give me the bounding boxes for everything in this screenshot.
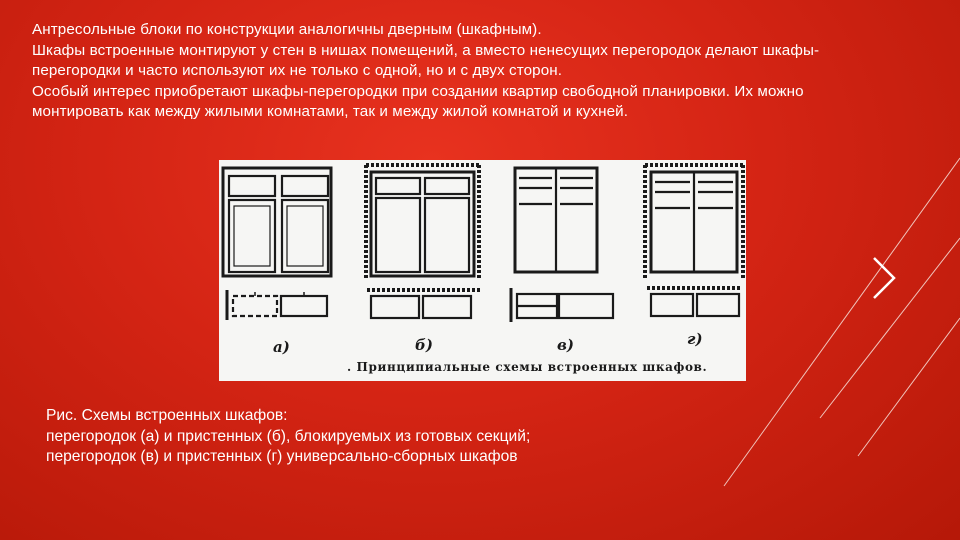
- decorative-line: [820, 238, 960, 418]
- body-paragraph: Антресольные блоки по конструкции аналогичны дверным (шкафным).: [32, 21, 542, 38]
- figure-title: . Принципиальные схемы встроенных шкафов.: [347, 360, 708, 374]
- scheme-label-b: б): [415, 336, 433, 354]
- scheme-a-plan: [227, 290, 327, 320]
- body-paragraph: Особый интерес приобретают шкафы-перегородки при создании квартир свободной планировки. Их можно монтировать как между жилыми комнатами, так и между жилой комнатой и кухней.: [32, 82, 804, 120]
- figure-caption: [46, 406, 746, 468]
- scheme-v-elevation: [515, 168, 597, 272]
- caption-line: перегородок (а) и пристенных (б), блокируемых из готовых секций;: [46, 427, 531, 445]
- scheme-b-elevation: [366, 165, 479, 280]
- cabinet-schemes-figure: [219, 160, 746, 381]
- scheme-a-elevation: [223, 168, 331, 276]
- decorative-line: [724, 158, 960, 486]
- scheme-b-plan: [367, 290, 481, 318]
- cabinet-schemes-drawing: [219, 160, 746, 381]
- chevron-right-icon: [874, 258, 894, 298]
- scheme-g-plan: [647, 288, 741, 316]
- scheme-v-plan: [511, 288, 613, 322]
- caption-line: Рис. Схемы встроенных шкафов:: [46, 407, 288, 424]
- body-text: [32, 20, 862, 123]
- scheme-label-g: г): [687, 330, 703, 348]
- scheme-g-elevation: [645, 165, 743, 280]
- caption-line: перегородок (в) и пристенных (г) универсально-сборных шкафов: [46, 448, 518, 465]
- decorative-line: [858, 318, 960, 456]
- scheme-label-v: в): [557, 336, 574, 354]
- scheme-label-a: а): [273, 338, 290, 356]
- body-paragraph: Шкафы встроенные монтируют у стен в нишах помещений, а вместо ненесущих перегородок делают шкафы-перегородки и часто используют их не только с одной, но и с двух сторон.: [32, 41, 820, 79]
